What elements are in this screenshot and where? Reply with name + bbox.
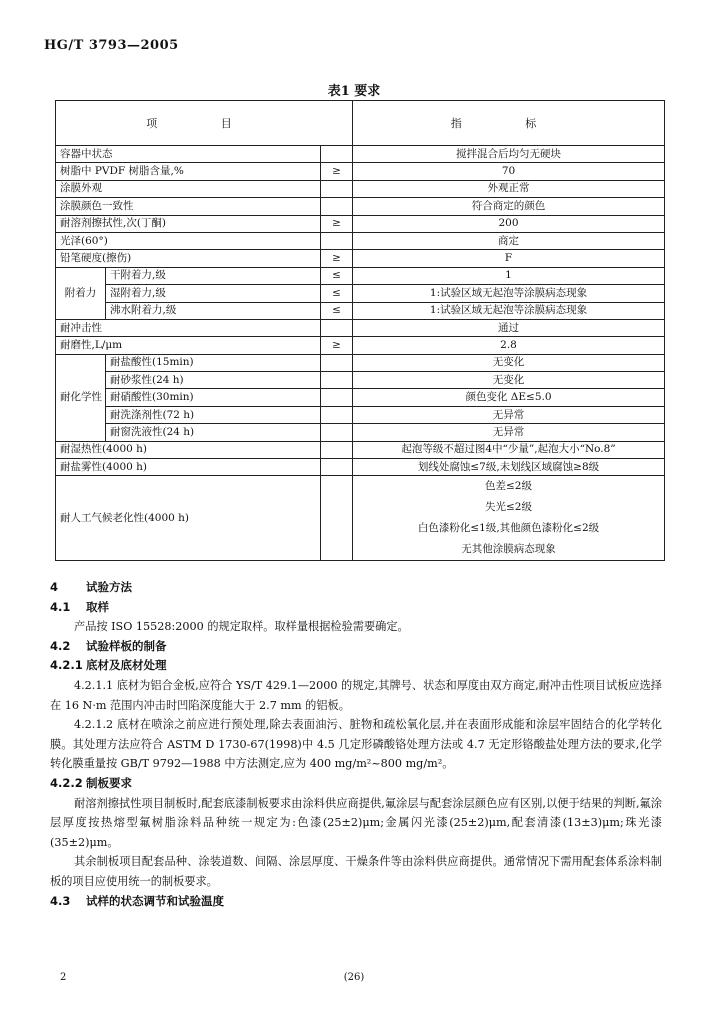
symbol-cell: ≤ (321, 285, 353, 302)
table-row (56, 406, 665, 423)
value-cell: 1 (353, 267, 665, 284)
value-cell: 无变化 (353, 372, 665, 389)
value-cell: 划线处腐蚀≤7级,未划线区域腐蚀≥8级 (353, 459, 665, 476)
table-row (56, 250, 665, 267)
item-cell: 耐洗涤剂性(72 h) (106, 406, 321, 423)
header-item: 项 目 (56, 101, 353, 146)
table-row (56, 372, 665, 389)
symbol-cell (321, 441, 353, 458)
section-number: 4.2.1 (50, 658, 83, 673)
item-cell: 铅笔硬度(擦伤) (56, 250, 321, 267)
item-cell: 容器中状态 (56, 146, 321, 163)
paragraph: 其余制板项目配套品种、涂装道数、间隔、涂层厚度、干燥条件等由涂料供应商提供。通常情况下需用配套体系涂料制板的项目应使用统一的制板要求。 (50, 855, 662, 888)
item-cell: 树脂中 PVDF 树脂含量,% (56, 163, 321, 180)
symbol-cell (321, 389, 353, 406)
value-cell: 起泡等级不超过图4中“少量”,起泡大小“No.8” (353, 441, 665, 458)
group-label: 附着力 (56, 267, 106, 319)
symbol-cell: ≤ (321, 302, 353, 319)
symbol-cell: ≥ (321, 215, 353, 232)
symbol-cell (321, 198, 353, 215)
table-row (56, 180, 665, 197)
paragraph: 产品按 ISO 15528:2000 的规定取样。取样量根据检验需要确定。 (74, 620, 409, 634)
item-cell: 耐人工气候老化性(4000 h) (56, 476, 321, 561)
test-method-section (50, 578, 662, 911)
value-line: 失光≤2级 (485, 501, 532, 514)
section-heading (50, 892, 662, 912)
table-row (56, 424, 665, 441)
paragraph: 4.2.1.1 底材为铝合金板,应符合 YS/T 429.1—2000 的规定,其牌号、状态和厚度由双方商定,耐冲击性项目试板应选择在 16 N·m 范围内冲击时凹陷深度能大于 2.7 mm 的铝板。 (50, 678, 662, 712)
section-heading (50, 656, 662, 676)
table-row (56, 476, 665, 561)
item-cell: 光泽(60°) (56, 232, 321, 249)
value-line: 无其他涂膜病态现象 (461, 543, 556, 556)
value-cell: 外观正常 (353, 180, 665, 197)
table-row (56, 215, 665, 232)
symbol-cell: ≤ (321, 267, 353, 284)
table-row (56, 232, 665, 249)
item-cell: 耐砂浆性(24 h) (106, 372, 321, 389)
value-line: 白色漆粉化≤1级,其他颜色漆粉化≤2级 (417, 522, 600, 535)
item-cell: 涂膜外观 (56, 180, 321, 197)
value-cell: 200 (353, 215, 665, 232)
item-cell: 耐窗洗液性(24 h) (106, 424, 321, 441)
value-cell: 符合商定的颜色 (353, 198, 665, 215)
table-row (56, 163, 665, 180)
table-title: 表1 要求 (327, 84, 381, 99)
paragraph: 4.2.1.2 底材在喷涂之前应进行预处理,除去表面油污、脏物和疏松氧化层,并在表面形成能和涂层牢固结合的化学转化膜。其处理方法应符合 ASTM D 1730-67(1998)中 4.5 几定形磷酸铬处理方法或 4.7 无定形铬酸盐处理方法的要求,化学转化膜重量按 GB/T 9792—1988 中方法测定,应为 400 mg/m²~800 mg/m²。 (50, 718, 662, 771)
value-cell: 搅拌混合后均匀无硬块 (353, 146, 665, 163)
value-cell: 1:试验区域无起泡等涂膜病态现象 (353, 285, 665, 302)
symbol-cell (321, 232, 353, 249)
value-cell: 70 (353, 163, 665, 180)
header-index: 指 标 (353, 101, 665, 146)
item-cell: 耐盐雾性(4000 h) (56, 459, 321, 476)
table-row (56, 337, 665, 354)
section-title: 底材及底材处理 (86, 658, 167, 673)
symbol-cell (321, 180, 353, 197)
item-cell: 耐溶剂擦拭性,次(丁酮) (56, 215, 321, 232)
value-cell: 无异常 (353, 406, 665, 423)
footer-left-mark: 2 (60, 972, 67, 983)
symbol-cell (321, 146, 353, 163)
value-cell: 无异常 (353, 424, 665, 441)
table-row (56, 267, 665, 284)
document-code: HG/T 3793—2005 (44, 38, 179, 53)
section-title: 试样的状态调节和试验温度 (86, 893, 224, 908)
symbol-cell (321, 424, 353, 441)
symbol-cell (321, 372, 353, 389)
table-row (56, 285, 665, 302)
item-cell: 湿附着力,级 (106, 285, 321, 302)
item-cell: 耐盐酸性(15min) (106, 354, 321, 371)
section-title: 制板要求 (86, 775, 132, 790)
symbol-cell (321, 406, 353, 423)
value-cell (353, 476, 665, 561)
item-cell: 沸水附着力,级 (106, 302, 321, 319)
value-cell: F (353, 250, 665, 267)
table-row (56, 198, 665, 215)
value-line: 色差≤2级 (485, 480, 532, 493)
table-row (56, 146, 665, 163)
section-number: 4.2 (50, 638, 71, 653)
table-row (56, 441, 665, 458)
symbol-cell (321, 476, 353, 561)
value-cell: 商定 (353, 232, 665, 249)
group-label: 耐化学性 (56, 354, 106, 441)
symbol-cell (321, 354, 353, 371)
section-heading (50, 774, 662, 794)
section-title: 试验方法 (86, 580, 132, 594)
symbol-cell: ≥ (321, 163, 353, 180)
page-number: (26) (343, 972, 365, 983)
section-number: 4 (50, 580, 59, 594)
value-cell: 1:试验区域无起泡等涂膜病态现象 (353, 302, 665, 319)
item-cell: 涂膜颜色一致性 (56, 198, 321, 215)
value-cell: 2.8 (353, 337, 665, 354)
section-heading (50, 578, 662, 598)
table-row (56, 302, 665, 319)
table-row (56, 459, 665, 476)
section-heading (50, 637, 662, 657)
item-cell: 耐磨性,L/μm (56, 337, 321, 354)
item-cell: 干附着力,级 (106, 267, 321, 284)
table-row (56, 319, 665, 336)
paragraph: 耐溶剂擦拭性项目制板时,配套底漆制板要求由涂料供应商提供,氟涂层与配套涂层颜色应有区别,以便于结果的判断,氟涂层厚度按热熔型氟树脂涂料品种统一规定为:色漆(25±2)μm;金属闪光漆(25±2)μm,配套清漆(13±3)μm;珠光漆(35±2)μm。 (50, 796, 662, 849)
requirements-table (55, 100, 665, 561)
value-cell: 无变化 (353, 354, 665, 371)
symbol-cell (321, 459, 353, 476)
section-title: 试验样板的制备 (86, 638, 167, 653)
symbol-cell (321, 319, 353, 336)
symbol-cell: ≥ (321, 250, 353, 267)
table-row (56, 354, 665, 371)
section-number: 4.2.2 (50, 775, 83, 790)
section-number: 4.1 (50, 599, 71, 614)
item-cell: 耐湿热性(4000 h) (56, 441, 321, 458)
value-cell: 通过 (353, 319, 665, 336)
table-header-row (56, 101, 665, 146)
section-title: 取样 (86, 599, 109, 614)
section-number: 4.3 (50, 893, 71, 908)
symbol-cell: ≥ (321, 337, 353, 354)
item-cell: 耐硝酸性(30min) (106, 389, 321, 406)
table-row (56, 389, 665, 406)
item-cell: 耐冲击性 (56, 319, 321, 336)
section-heading (50, 598, 662, 618)
value-cell: 颜色变化 ΔE≤5.0 (353, 389, 665, 406)
